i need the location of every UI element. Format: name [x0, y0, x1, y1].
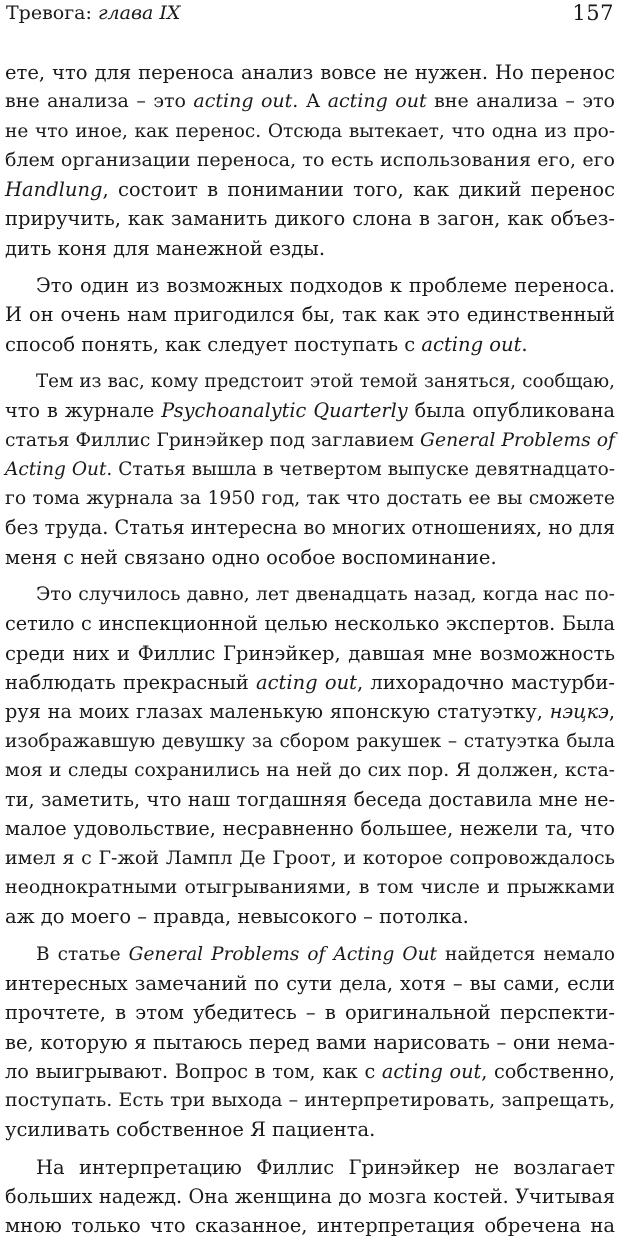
paragraph	[5, 271, 615, 359]
text-run: моя и следы сохранились на ней до сих пор. Я должен, кста-	[5, 759, 615, 781]
text-run: что в журнале	[5, 399, 162, 423]
text-line	[5, 146, 615, 175]
running-header	[6, 0, 614, 30]
text-run: дить коня для манежной езды.	[5, 236, 326, 260]
text-run: ве, которую я пытаюсь перед вами нарисовать – они нема-	[5, 1030, 615, 1054]
text-run: , состоит в понимании того, как дикий перенос	[102, 178, 615, 202]
text-run: Тем из вас, кому предстоит этой темой заняться, сообщаю,	[36, 370, 615, 392]
text-line	[5, 330, 615, 359]
text-line	[5, 300, 615, 329]
text-run: не что иное, как перенос. Отсюда вытекает, что одна из про-	[5, 120, 615, 142]
text-line	[5, 1057, 615, 1086]
italic-run: нэцкэ	[549, 700, 609, 724]
italic-run: Acting Out	[5, 458, 107, 480]
text-run: интересных замечаний по сути дела, хотя – вы сами, если	[5, 971, 615, 995]
page-number: 157	[572, 1, 614, 25]
text-line	[5, 234, 615, 263]
text-line	[5, 940, 615, 969]
text-run: . Статья вышла в четвертом выпуске девятнадцато-	[106, 458, 615, 480]
text-run: неоднократными отыгрываниями, в том числе и прыжками	[5, 876, 615, 899]
text-run: В статье	[36, 943, 129, 965]
text-run: На интерпретацию Филлис Гринэйкер не возлагает	[36, 1155, 615, 1179]
paragraph	[5, 367, 615, 572]
text-line	[5, 844, 615, 873]
italic-run: Handlung	[5, 178, 103, 202]
text-run: среди них и Филлис Гринэйкер, давшая мне возможность	[5, 641, 615, 665]
text-line	[5, 1182, 615, 1211]
text-line	[5, 668, 615, 697]
paragraph	[5, 1153, 615, 1241]
text-run: И он очень нам пригодился бы, так как это единственный	[5, 303, 615, 327]
chapter-title-main: Тревога:	[6, 2, 98, 24]
text-line	[5, 426, 615, 455]
paragraph-gap	[5, 572, 615, 580]
text-run: поступать. Есть три выхода – интерпретировать, запрещать,	[5, 1089, 615, 1112]
text-run: , лихорадочно мастурби-	[356, 670, 615, 694]
text-run: найдется немало	[436, 943, 615, 965]
text-run: го тома журнала за 1950 год, так что достать ее вы сможете	[5, 488, 615, 510]
text-line	[5, 543, 615, 572]
text-run: . А	[292, 90, 328, 113]
text-line	[5, 204, 615, 233]
text-run: приручить, как заманить дикого слона в загон, как объез-	[5, 207, 615, 231]
text-run: усиливать собственное Я пациента.	[5, 1118, 376, 1142]
text-run: ло выигрывают. Вопрос в том, как с	[5, 1059, 382, 1083]
text-run: способ понять, как следует поступать с	[5, 332, 422, 356]
paragraph	[5, 58, 615, 263]
text-line	[5, 484, 615, 513]
text-line	[5, 969, 615, 998]
text-run: ,	[608, 700, 615, 724]
text-run: была опубликована	[407, 399, 615, 423]
text-run: имел я с Г-жой Лампл Де Гроот, и которое сопровождалось	[5, 846, 615, 869]
text-line	[5, 367, 615, 396]
text-line	[5, 1115, 615, 1144]
text-run: прочтете, в этом убедитесь – в оригинальной перспекти-	[5, 1001, 615, 1025]
italic-run: acting out	[421, 332, 522, 356]
text-line	[5, 1028, 615, 1057]
text-run: мною только что сказанное, интерпретация обречена на	[5, 1214, 615, 1238]
text-line	[5, 396, 615, 425]
paragraph-gap	[5, 932, 615, 940]
text-run: , собственно,	[481, 1059, 615, 1083]
chapter-title	[6, 0, 180, 26]
text-line	[5, 756, 615, 785]
text-run: вне анализа – это	[426, 90, 615, 113]
text-line	[5, 175, 615, 204]
text-run: Это один из возможных подходов к проблеме переноса.	[36, 274, 615, 298]
italic-run: General Problems of Acting Out	[128, 943, 437, 965]
text-line	[5, 873, 615, 902]
italic-run: acting out	[255, 670, 357, 694]
chapter-title-italic: глава IX	[97, 2, 181, 24]
text-run: малое удовольствие, несравненно большее, нежели та, что	[5, 817, 615, 841]
text-run: вне анализа – это	[5, 90, 194, 113]
text-run: аж до моего – правда, невысокого – потолка.	[5, 905, 469, 929]
text-run: ти, заметить, что наш тогдашняя беседа доставила мне не-	[5, 788, 615, 812]
text-line	[5, 814, 615, 843]
body-text	[5, 58, 615, 1241]
text-line	[5, 58, 615, 87]
paragraph-gap	[5, 263, 615, 271]
paragraph-gap	[5, 359, 615, 367]
text-line	[5, 785, 615, 814]
text-line	[5, 639, 615, 668]
text-run: без труда. Статья интересна во многих отношениях, но для	[5, 516, 615, 540]
italic-run: acting out	[193, 90, 293, 113]
text-run: наблюдать прекрасный	[5, 670, 256, 694]
text-line	[5, 998, 615, 1027]
italic-run: acting out	[381, 1059, 482, 1083]
paragraph	[5, 580, 615, 932]
italic-run: acting out	[327, 90, 427, 113]
text-run: сетило с инспекционной целью несколько экспертов. Была	[5, 612, 615, 636]
text-run: .	[521, 332, 528, 356]
text-run: Это случилось давно, лет двенадцать назад, когда нас по-	[36, 584, 615, 606]
text-line	[5, 727, 615, 756]
text-line	[5, 580, 615, 609]
text-line	[5, 697, 615, 726]
text-line	[5, 1211, 615, 1240]
text-run: ете, что для переноса анализ вовсе не нужен. Но перенос	[5, 61, 615, 84]
text-run: больших надежд. Она женщина до мозга костей. Учитывая	[5, 1184, 615, 1208]
italic-run: Psychoanalytic Quarterly	[161, 399, 408, 423]
text-line	[5, 902, 615, 931]
text-line	[5, 117, 615, 146]
text-run: руя на моих глазах маленькую японскую статуэтку,	[5, 700, 550, 724]
text-line	[5, 1086, 615, 1115]
text-line	[5, 455, 615, 484]
text-line	[5, 271, 615, 300]
text-run: блем организации переноса, то есть использования его, его	[5, 148, 615, 171]
text-run: изображавшую девушку за сбором ракушек – статуэтка была	[5, 730, 615, 752]
text-run: меня с ней связано одно особое воспоминание.	[5, 545, 497, 569]
text-line	[5, 87, 615, 116]
text-line	[5, 513, 615, 542]
text-line	[5, 609, 615, 638]
italic-run: General Problems of	[420, 429, 615, 451]
text-line	[5, 1153, 615, 1182]
text-run: статья Филлис Гринэйкер под заглавием	[5, 429, 420, 451]
paragraph	[5, 940, 615, 1145]
